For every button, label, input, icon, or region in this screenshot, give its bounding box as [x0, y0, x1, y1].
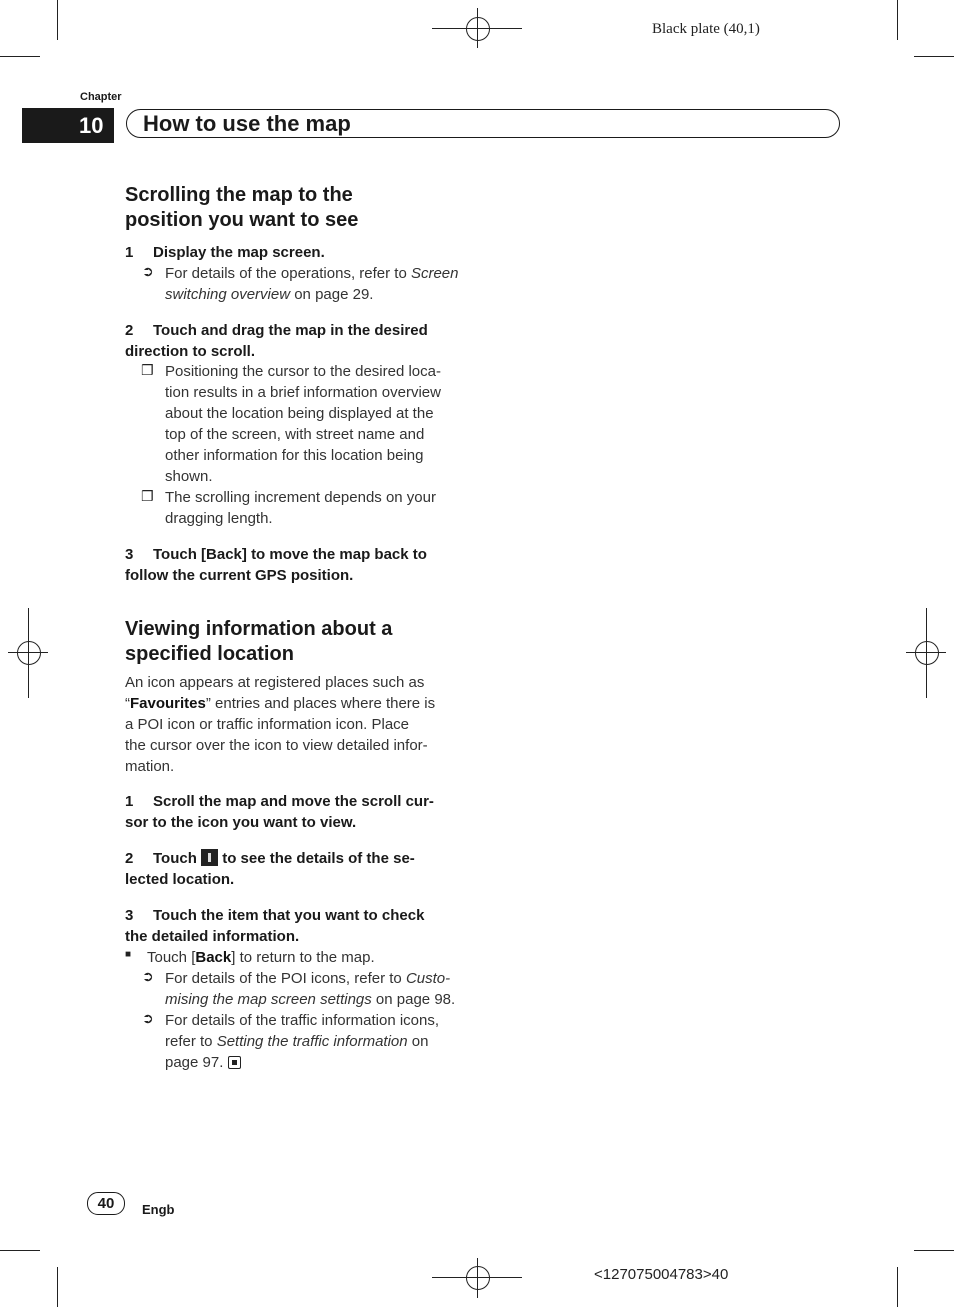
- step-text: Touch and drag the map in the desired: [153, 322, 428, 339]
- link-screen-switching[interactable]: Screen: [410, 265, 459, 282]
- crop-mark: [0, 1250, 40, 1251]
- reference-note-traffic: For details of the traffic information icons, refer to Setting the traffic information on page 97.: [165, 1012, 440, 1071]
- crop-mark: [914, 56, 954, 57]
- crop-mark: [897, 0, 898, 40]
- reference-note: For details of the operations, refer to Screen switching overview on page 29.: [165, 265, 459, 303]
- step-text: to see the details of the se-: [218, 850, 415, 867]
- step-2-touch-drag: [125, 320, 470, 362]
- step-1-display-map: [125, 242, 470, 263]
- poi-info-icon[interactable]: [201, 849, 218, 866]
- step-text: Touch the item that you want to check: [153, 907, 425, 924]
- checkbox-bullet-icon: ❒: [141, 488, 154, 504]
- registration-circle: [466, 1266, 490, 1290]
- chapter-label: Chapter: [80, 91, 122, 103]
- heading-line: Viewing information about a: [125, 618, 393, 640]
- step-text: the detailed information.: [125, 928, 300, 945]
- link-traffic-info[interactable]: Setting the traffic information: [216, 1033, 408, 1050]
- heading-line: specified location: [125, 643, 294, 665]
- arrow-icon: ➲: [142, 263, 154, 279]
- square-bullet-icon: ■: [125, 949, 132, 960]
- step-number: 1: [125, 244, 134, 261]
- step-1-scroll-cursor: [125, 791, 470, 833]
- step-text: Touch: [153, 850, 197, 867]
- crop-mark: [897, 1267, 898, 1307]
- bullet-scroll-increment: The scrolling increment depends on your dragging length.: [165, 489, 436, 527]
- section-heading-viewing-info: [125, 617, 470, 667]
- registration-circle: [466, 17, 490, 41]
- step-text: lected location.: [125, 871, 235, 888]
- step-number: 2: [125, 322, 134, 339]
- link-screen-switching[interactable]: switching overview: [165, 286, 291, 303]
- crop-mark: [0, 56, 40, 57]
- arrow-icon: ➲: [142, 968, 154, 984]
- registration-circle: [915, 641, 939, 665]
- step-2-touch-icon: [125, 848, 470, 890]
- step-text: direction to scroll.: [125, 343, 256, 360]
- step-text: follow the current GPS position.: [125, 567, 354, 584]
- reference-note-poi: For details of the POI icons, refer to Custo- mising the map screen settings on page 98.: [165, 970, 456, 1008]
- step-3-touch-item: [125, 905, 470, 947]
- link-customising-map[interactable]: Custo-: [405, 970, 451, 987]
- step-text: Display the map screen.: [153, 244, 325, 261]
- crop-mark: [57, 0, 58, 40]
- heading-line: Scrolling the map to the: [125, 184, 353, 206]
- step-number: 1: [125, 793, 134, 810]
- section-heading-scrolling: [125, 183, 470, 233]
- step-3-touch-back: [125, 544, 470, 586]
- step-number: 3: [125, 546, 134, 563]
- plate-label: Black plate (40,1): [652, 21, 760, 37]
- arrow-icon: ➲: [142, 1010, 154, 1026]
- document-code: <127075004783>40: [594, 1266, 729, 1283]
- page-number: 40: [87, 1192, 125, 1215]
- crop-mark: [57, 1267, 58, 1307]
- checkbox-bullet-icon: ❒: [141, 362, 154, 378]
- registration-circle: [17, 641, 41, 665]
- heading-line: position you want to see: [125, 209, 359, 231]
- step-text: sor to the icon you want to view.: [125, 814, 357, 831]
- chapter-number: 10: [22, 108, 114, 143]
- intro-paragraph: An icon appears at registered places such as “Favourites” entries and places where there is a POI icon or traffic information icon. Place the cursor over the icon to view detailed infor- mation.: [125, 674, 436, 775]
- step-number: 2: [125, 850, 134, 867]
- link-customising-map[interactable]: mising the map screen settings: [165, 991, 372, 1008]
- chapter-title: How to use the map: [143, 111, 351, 136]
- end-of-section-icon: [228, 1056, 241, 1069]
- step-number: 3: [125, 907, 134, 924]
- step-text: Scroll the map and move the scroll cur-: [153, 793, 434, 810]
- back-note: Touch [Back] to return to the map.: [147, 949, 375, 966]
- step-text: Touch [Back] to move the map back to: [153, 546, 427, 563]
- language-code: Engb: [142, 1202, 175, 1217]
- bullet-positioning: Positioning the cursor to the desired loca- tion results in a brief information overview about the location being displayed at the top of the screen, with street name and other information for this location being shown.: [165, 363, 441, 485]
- crop-mark: [914, 1250, 954, 1251]
